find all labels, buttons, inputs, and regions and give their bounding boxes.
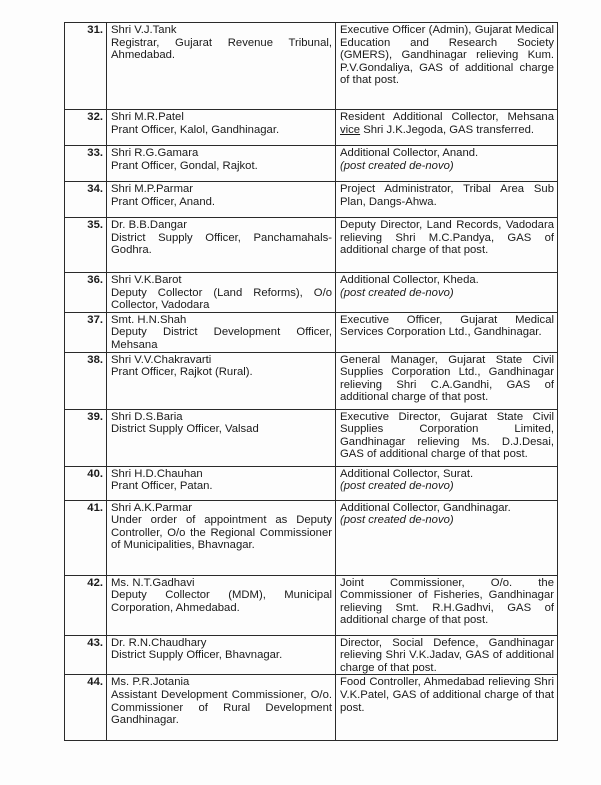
table-row [65, 110, 558, 146]
table-row [65, 23, 558, 110]
officer-name: Shri D.S.Baria [111, 410, 183, 423]
posting-cell [336, 218, 558, 273]
table-row [65, 182, 558, 218]
table-row [65, 409, 558, 466]
officer-designation: Deputy District Development Officer, Mehsana [111, 326, 332, 351]
officer-designation: District Supply Officer, Bhavnagar. [111, 649, 283, 662]
table-row [65, 675, 558, 741]
vice-word: vice [340, 123, 361, 136]
officer-designation: Deputy Collector (MDM), Municipal Corporation, Ahmedabad. [111, 589, 332, 614]
serial-number: 31. [65, 23, 107, 110]
posting-text: Deputy Director, Land Records, Vadodara relieving Shri M.C.Pandya, GAS of additional charge of that post. [340, 219, 554, 257]
table-row [65, 352, 558, 409]
officer-designation: Prant Officer, Patan. [111, 480, 213, 493]
officer-cell [107, 675, 336, 741]
serial-number: 43. [65, 635, 107, 675]
serial-number: 33. [65, 146, 107, 182]
posting-cell [336, 675, 558, 741]
officer-cell [107, 312, 336, 352]
posting-cell [336, 146, 558, 182]
officer-name: Dr. B.B.Dangar [111, 219, 187, 231]
posting-text: Director, Social Defence, Gandhinagar relieving Shri V.K.Jadav, GAS of additional charge of that post. [340, 636, 554, 674]
posting-text: Resident Additional Collector, Mehsana [340, 111, 554, 123]
posting-cell [336, 23, 558, 110]
posting-note: (post created de-novo) [340, 159, 454, 172]
officer-name: Shri V.J.Tank [111, 24, 177, 36]
officer-name: Smt. H.N.Shah [111, 313, 187, 326]
serial-number: 41. [65, 500, 107, 575]
posting-cell [336, 273, 558, 313]
posting-text: Executive Officer (Admin), Gujarat Medical Education and Research Society (GMERS), Gandhinagar relieving Kum. P.V.Gondaliya, GAS of additional charge of that post. [340, 24, 554, 87]
officer-name: Shri M.P.Parmar [111, 183, 194, 195]
officer-designation: Deputy Collector (Land Reforms), O/o Collector, Vadodara [111, 286, 332, 312]
posting-cell [336, 352, 558, 409]
serial-number: 36. [65, 273, 107, 313]
officer-designation: Assistant Development Commissioner, O/o. Commissioner of Rural Development Gandhinagar. [111, 688, 332, 727]
serial-number: 42. [65, 575, 107, 635]
posting-text: Additional Collector, Anand. [340, 147, 479, 159]
posting-text: Executive Officer, Gujarat Medical Services Corporation Ltd., Gandhinagar. [340, 313, 554, 339]
table-row [65, 500, 558, 575]
table-body [65, 23, 558, 741]
posting-text-continued: Shri J.K.Jegoda, GAS transferred. [360, 123, 535, 136]
officer-name: Shri H.D.Chauhan [111, 467, 203, 480]
posting-cell [336, 182, 558, 218]
table-row [65, 466, 558, 500]
officer-cell [107, 352, 336, 409]
serial-number: 37. [65, 312, 107, 352]
table-row [65, 273, 558, 313]
serial-number: 39. [65, 409, 107, 466]
table-row [65, 146, 558, 182]
posting-cell [336, 312, 558, 352]
table-row [65, 312, 558, 352]
table-row [65, 635, 558, 675]
serial-number: 32. [65, 110, 107, 146]
posting-cell [336, 635, 558, 675]
serial-number: 35. [65, 218, 107, 273]
posting-text: Project Administrator, Tribal Area Sub Plan, Dangs-Ahwa. [340, 183, 554, 208]
officer-cell [107, 500, 336, 575]
serial-number: 40. [65, 466, 107, 500]
posting-text: Additional Collector, Kheda. [340, 274, 479, 286]
officer-designation: Registrar, Gujarat Revenue Tribunal, Ahmedabad. [111, 36, 332, 62]
serial-number: 38. [65, 352, 107, 409]
posting-orders-table [64, 22, 558, 741]
posting-cell [336, 110, 558, 146]
officer-cell [107, 575, 336, 635]
officer-name: Shri V.K.Barot [111, 274, 182, 286]
posting-cell [336, 575, 558, 635]
posting-note: (post created de-novo) [340, 514, 454, 527]
posting-text: Additional Collector, Surat. [340, 467, 474, 480]
officer-designation: Prant Officer, Rajkot (Rural). [111, 366, 253, 379]
posting-cell [336, 466, 558, 500]
officer-designation: Prant Officer, Gondal, Rajkot. [111, 159, 258, 172]
officer-cell [107, 110, 336, 146]
posting-text: Food Controller, Ahmedabad relieving Shri V.K.Patel, GAS of additional charge of that post. [340, 676, 554, 714]
officer-cell [107, 635, 336, 675]
posting-note: (post created de-novo) [340, 286, 454, 299]
officer-cell [107, 182, 336, 218]
officer-cell [107, 409, 336, 466]
officer-name: Ms. P.R.Jotania [111, 676, 190, 689]
serial-number: 44. [65, 675, 107, 741]
officer-cell [107, 23, 336, 110]
serial-number: 34. [65, 182, 107, 218]
posting-note: (post created de-novo) [340, 480, 454, 493]
officer-name: Shri R.G.Gamara [111, 147, 199, 159]
officer-cell [107, 218, 336, 273]
officer-cell [107, 273, 336, 313]
officer-designation: District Supply Officer, Valsad [111, 423, 259, 436]
table-row [65, 218, 558, 273]
posting-text: General Manager, Gujarat State Civil Supplies Corporation Ltd., Gandhinagar relieving Shri C.A.Gandhi, GAS of additional charge of that post. [340, 353, 554, 404]
posting-cell [336, 500, 558, 575]
posting-text: Joint Commissioner, O/o. the Commissioner of Fisheries, Gandhinagar relieving Smt. R.H.Gadhvi, GAS of additional charge of that post. [340, 576, 554, 627]
posting-text: Additional Collector, Gandhinagar. [340, 501, 511, 514]
officer-cell [107, 466, 336, 500]
officer-cell [107, 146, 336, 182]
officer-name: Shri M.R.Patel [111, 111, 184, 123]
officer-designation: Prant Officer, Anand. [111, 195, 216, 208]
posting-text: Executive Director, Gujarat State Civil Supplies Corporation Limited, Gandhinagar relieving Ms. D.J.Desai, GAS of additional charge of that post. [340, 410, 554, 461]
officer-name: Shri A.K.Parmar [111, 501, 192, 514]
officer-designation: Prant Officer, Kalol, Gandhinagar. [111, 123, 280, 136]
officer-designation: District Supply Officer, Panchamahals-Godhra. [111, 231, 332, 257]
posting-cell [336, 409, 558, 466]
table-row [65, 575, 558, 635]
officer-designation: Under order of appointment as Deputy Controller, O/o the Regional Commissioner of Municipalities, Bhavnagar. [111, 514, 332, 552]
officer-name: Shri V.V.Chakravarti [111, 353, 212, 366]
officer-name: Ms. N.T.Gadhavi [111, 576, 195, 589]
officer-name: Dr. R.N.Chaudhary [111, 636, 207, 649]
